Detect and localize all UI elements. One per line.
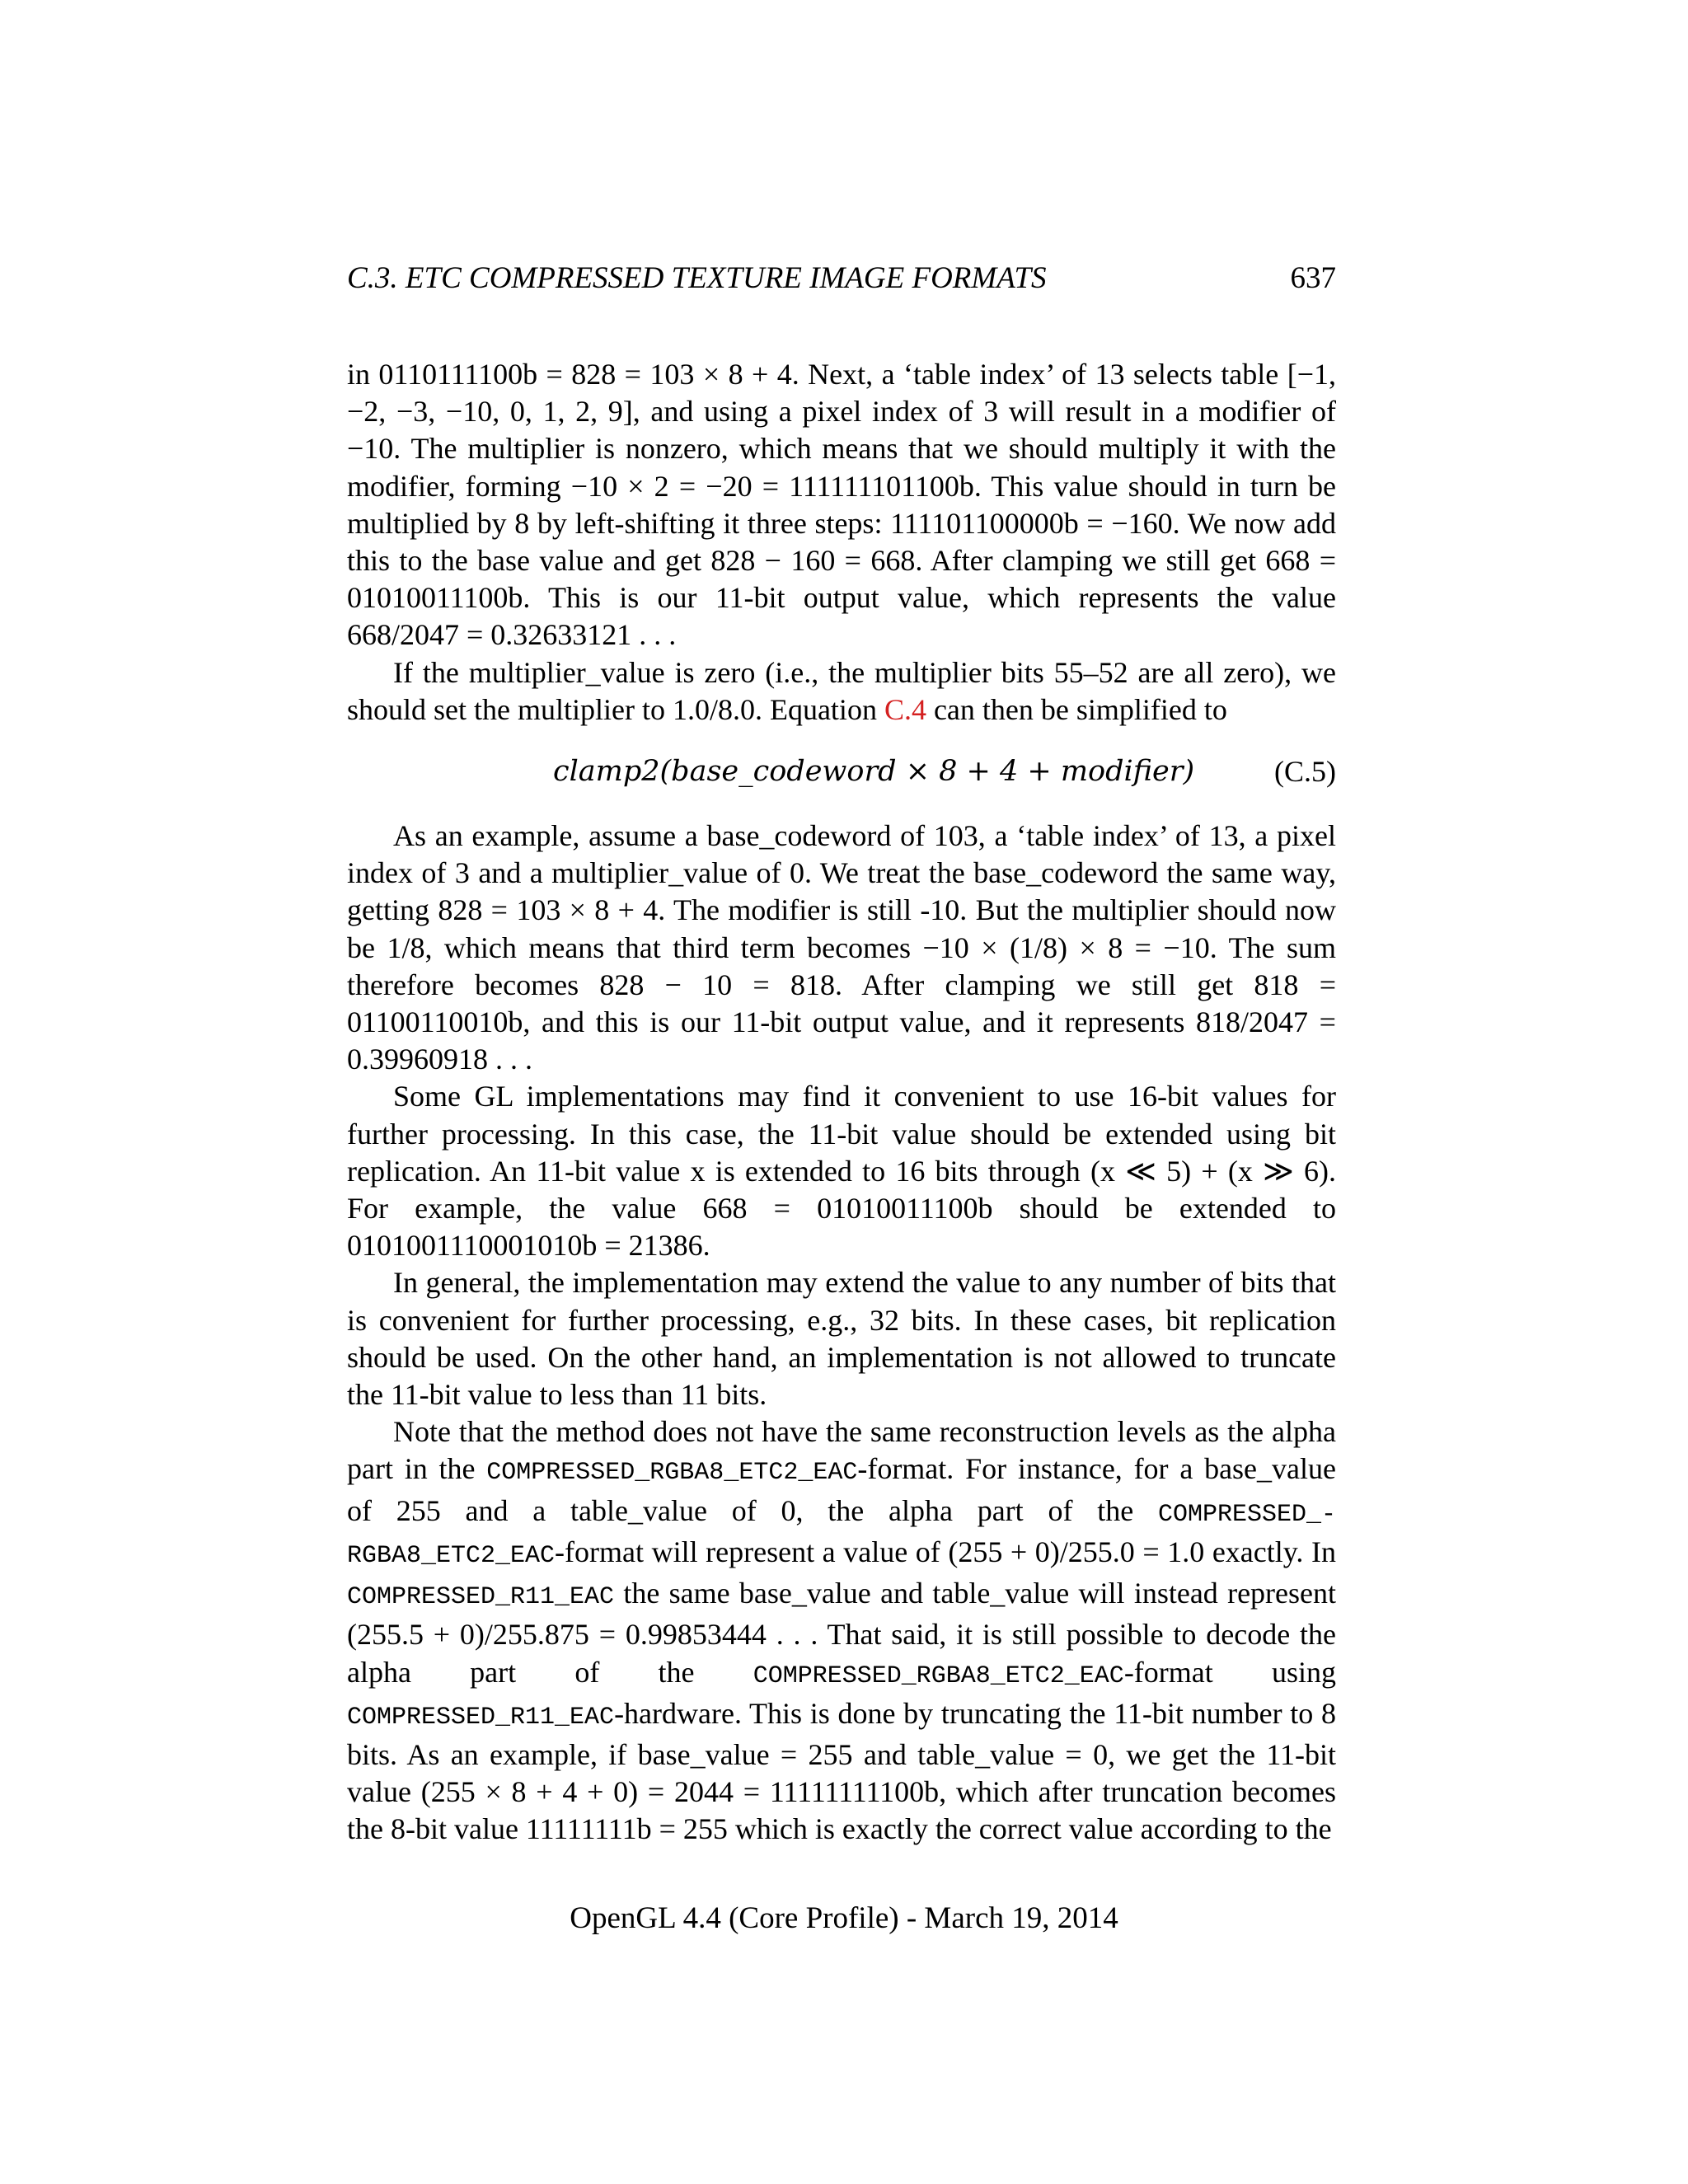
equation-formula: clamp2(base_codeword × 8 + 4 + modifier) — [553, 755, 1195, 789]
p6-text-3: -format will represent a value of (255 + 0)/255.0 = 1.0 exactly. In — [555, 1535, 1336, 1568]
paragraph-2-text-a: If the multiplier_value is zero (i.e., the multiplier bits 55–52 are all zero), we should set the multiplier to 1.0/8.0. Equation — [347, 655, 1336, 726]
page-number: 637 — [1290, 261, 1336, 295]
format-name-rgba8-etc2-eac: COMPRESSED_RGBA8_ETC2_EAC — [486, 1459, 858, 1488]
p6-text-5: -format using — [1123, 1655, 1336, 1689]
p6-text-6: -hardware. This is done by truncating the 11-bit number to 8 bits. As an example, if base_value = 255 and table_value = 0, we get the 11-bit value (255 × 8 + 4 + 0) = 2044 = 11111111100b, which after truncation becomes the 8-bit value 11111111b = 255 which is exactly the correct value according to the — [347, 1696, 1336, 1846]
body-text — [347, 356, 1336, 1849]
paragraph-2 — [347, 654, 1336, 729]
paragraph-3: As an example, assume a base_codeword of 103, a ‘table index’ of 13, a pixel index of 3 and a multiplier_value of 0. We treat the base_codeword the same way, getting 828 = 103 × 8 + 4. The modifier is still -10. But the multiplier should now be 1/8, which means that third term becomes −10 × (1/8) × 8 = −10. The sum therefore becomes 828 − 10 = 818. After clamping we still get 818 = 01100110010b, and this is our 11-bit output value, and it represents 818/2047 = 0.39960918 . . . — [347, 819, 1336, 1076]
format-name-rgba8-etc2-eac-2: COMPRESSED_RGBA8_ETC2_EAC — [753, 1661, 1124, 1690]
page-footer: OpenGL 4.4 (Core Profile) - March 19, 2014 — [570, 1901, 1118, 1935]
equation-number: (C.5) — [1274, 755, 1336, 789]
format-name-rgba8-etc2-eac-hyphenated: COMPRESSED_-RGBA8_ETC2_EAC — [347, 1500, 1336, 1570]
p6-text-1: Note that the method does not have the same reconstruction levels as the alpha part in the — [347, 1415, 1336, 1486]
format-name-r11-eac: COMPRESSED_R11_EAC — [347, 1583, 615, 1612]
paragraph-2-text-b: can then be simplified to — [926, 692, 1227, 726]
running-header — [347, 260, 1336, 302]
paragraph-4: Some GL implementations may find it convenient to use 16-bit values for further processing. In this case, the 11-bit value should be extended using bit replication. An 11-bit value x is extended to 16 bits through (x ≪ 5) + (x ≫ 6). For example, the value 668 = 01010011100b should be extended to 0101001110001010b = 21386. — [347, 1080, 1336, 1263]
paragraph-6 — [347, 1413, 1336, 1848]
section-title: C.3. ETC COMPRESSED TEXTURE IMAGE FORMATS — [347, 261, 1047, 295]
p6-text-4: the same base_value and table_value will instead represent (255.5 + 0)/255.875 = 0.99853444 . . . That said, it is still possible to decode the alpha part of the — [347, 1577, 1336, 1689]
paragraph-5: In general, the implementation may extend the value to any number of bits that is convenient for further processing, e.g., 32 bits. In these cases, bit replication should be used. On the other hand, an implementation is not allowed to truncate the 11-bit value to less than 11 bits. — [347, 1266, 1336, 1412]
paragraph-1: in 0110111100b = 828 = 103 × 8 + 4. Next, a ‘table index’ of 13 selects table [−1, −2, −3, −10, 0, 1, 2, 9], and using a pixel index of 3 will result in a modifier of −10. The multiplier is nonzero, which means that we should multiply it with the modifier, forming −10 × 2 = −20 = 111111101100b. This value should in turn be multiplied by 8 by left-shifting it three steps: 111101100000b = −160. We now add this to the base value and get 828 − 160 = 668. After clamping we still get 668 = 01010011100b. This is our 11-bit output value, which represents the value 668/2047 = 0.32633121 . . . — [347, 358, 1336, 652]
equation-c5 — [347, 748, 1336, 798]
format-name-r11-eac-2: COMPRESSED_R11_EAC — [347, 1703, 615, 1732]
p6-text-2: -format. For instance, for a base_value of 255 and a table_value of 0, the alpha part of the — [347, 1452, 1336, 1527]
equation-reference-link[interactable]: C.4 — [884, 692, 926, 726]
